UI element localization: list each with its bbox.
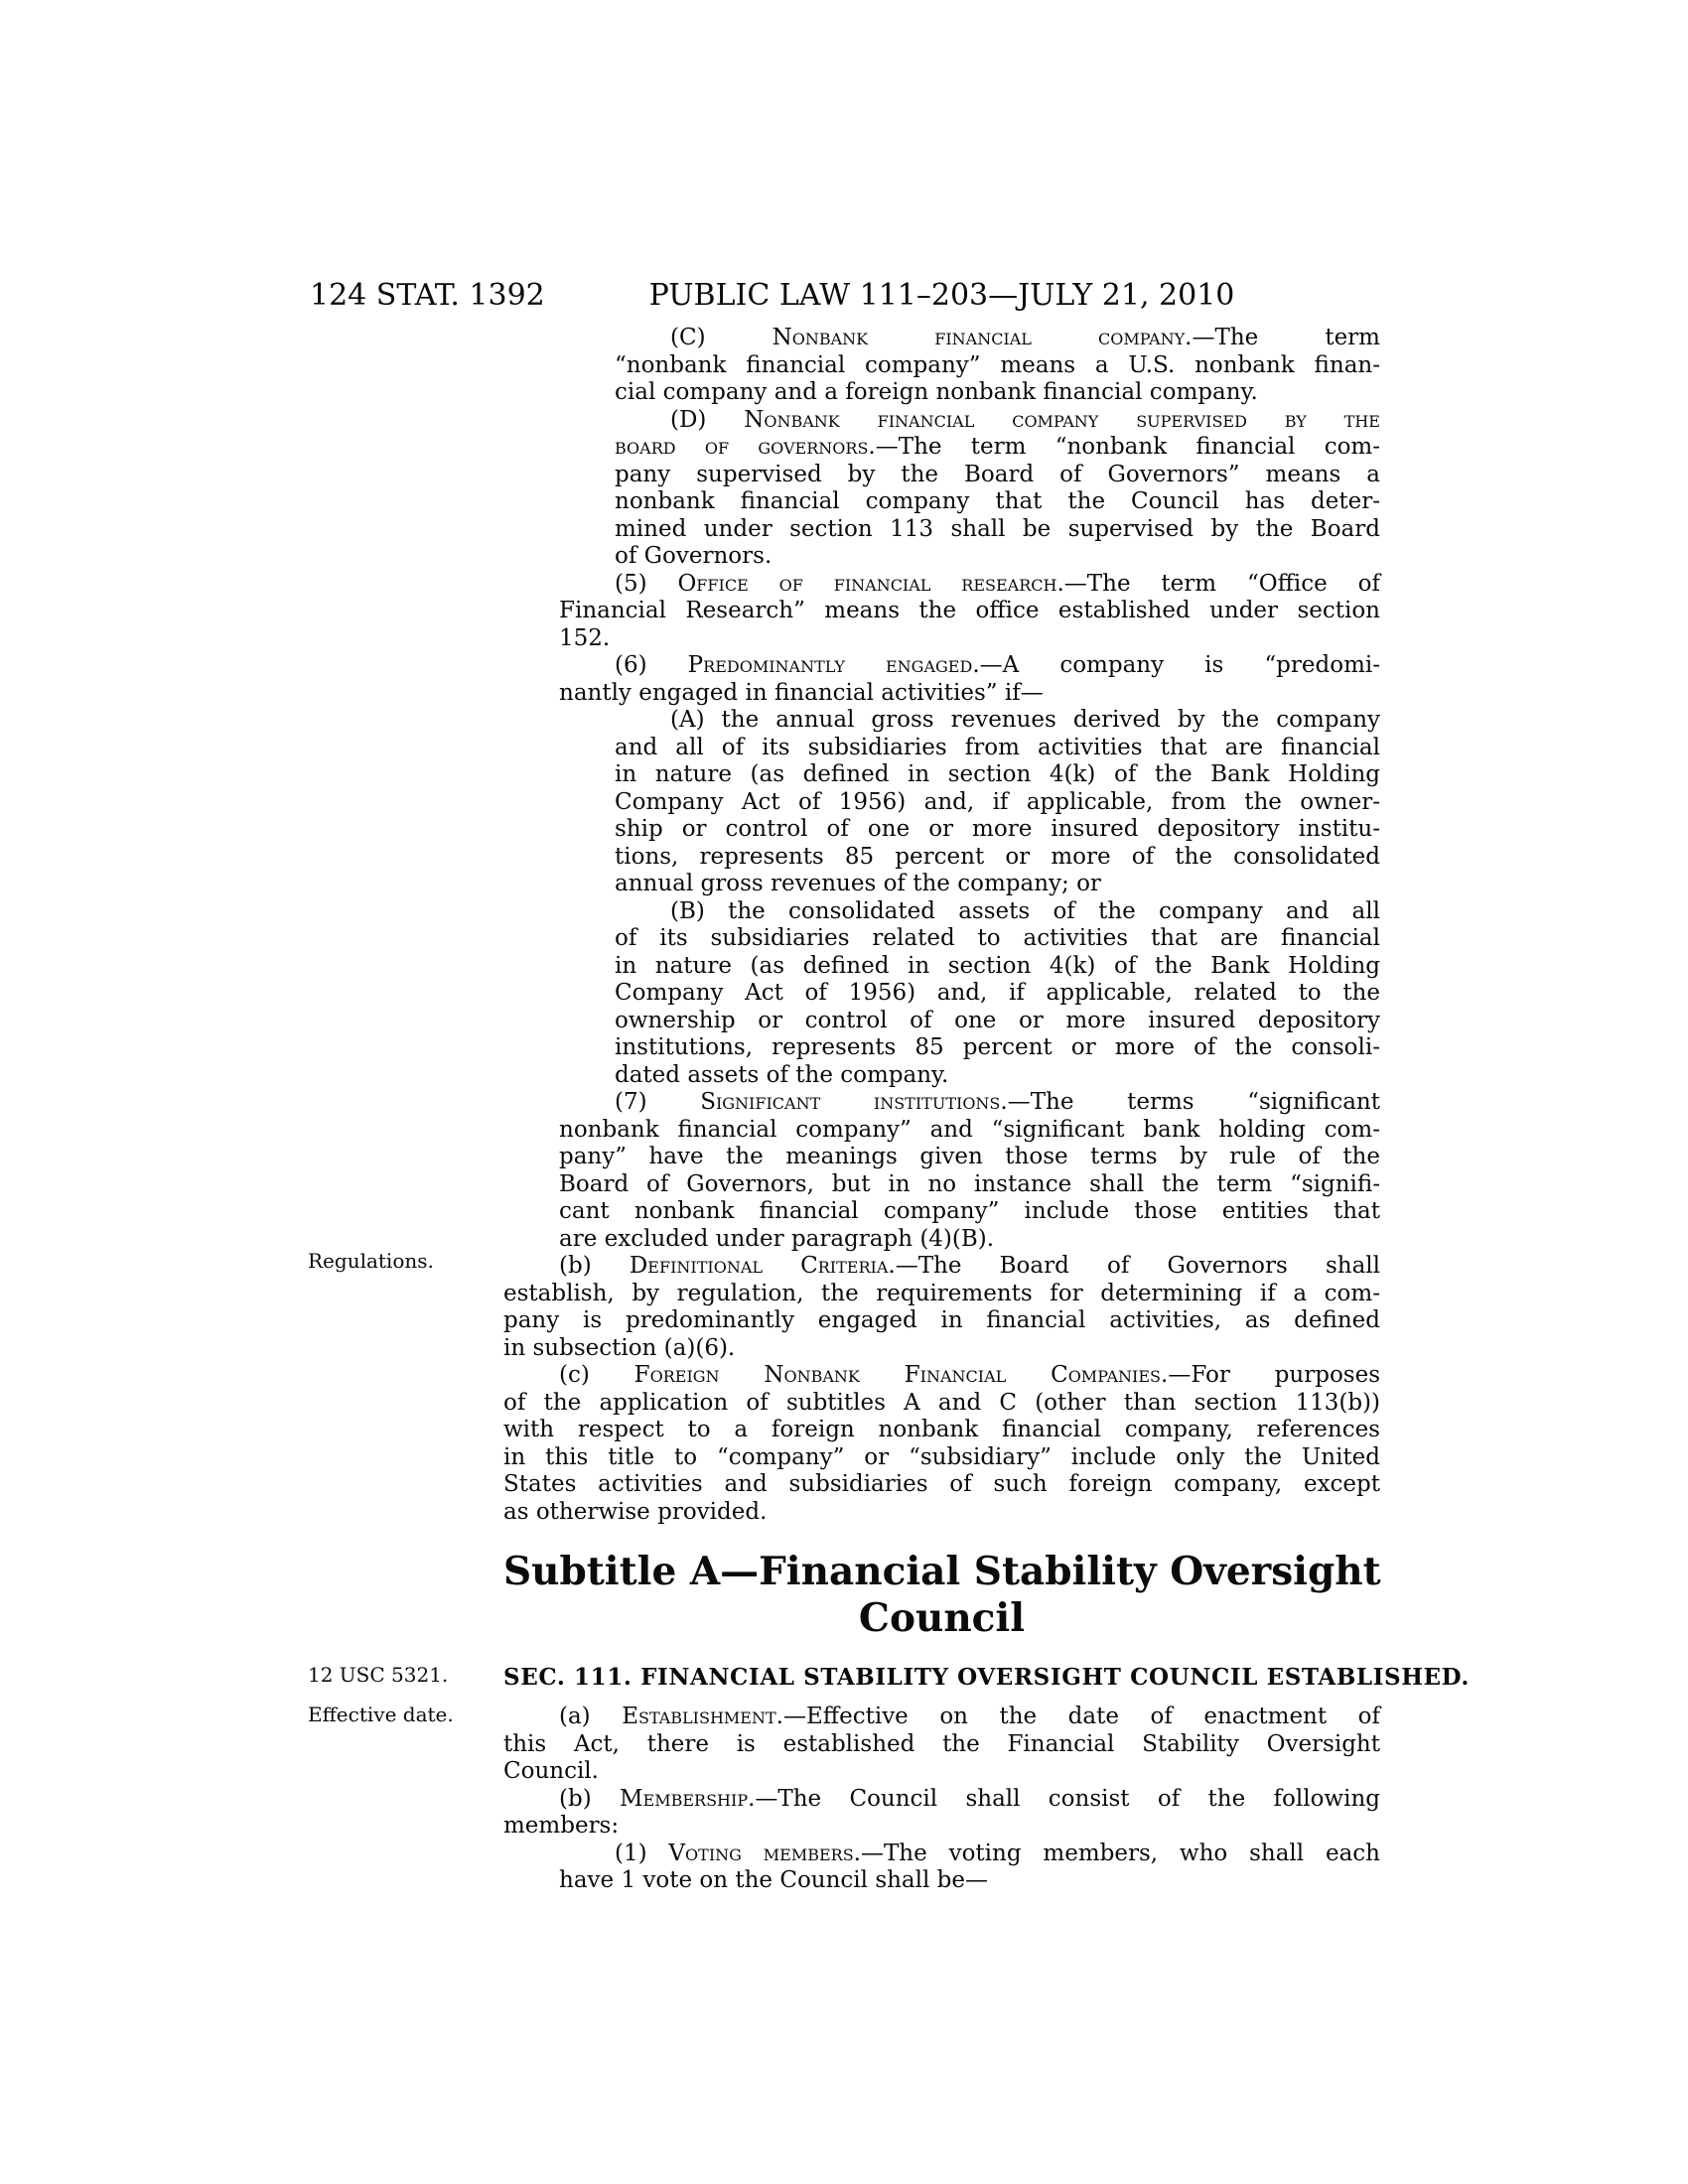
small-caps-run: Nonbank financial company	[772, 325, 1186, 350]
body-line: (5) Office of financial research.—The term “Office of	[615, 570, 1380, 597]
body-line: of the application of subtitles A and C (other than section 113(b))	[503, 1389, 1380, 1416]
body-line: in nature (as defined in section 4(k) of the Bank Holding	[615, 761, 1380, 787]
body-line: Council.	[503, 1758, 599, 1784]
body-line: (B) the consolidated assets of the company and all	[670, 897, 1380, 924]
body-line: (a) Establishment.—Effective on the date of enactment of	[559, 1704, 1380, 1729]
body-line: annual gross revenues of the company; or	[615, 871, 1101, 896]
margin-note-regulations: Regulations.	[308, 1249, 434, 1273]
body-line: establish, by regulation, the requirements for determining if a com-	[503, 1280, 1380, 1306]
margin-note-effective-date: Effective date.	[308, 1703, 454, 1726]
body-line: ship or control of one or more insured depository institu-	[615, 816, 1380, 842]
small-caps-run: board of governors	[615, 434, 869, 460]
body-line: tions, represents 85 percent or more of the consolidated	[615, 843, 1380, 870]
body-line: (b) Membership.—The Council shall consist of the following	[559, 1785, 1380, 1812]
body-line: (7) Significant institutions.—The terms “significant	[615, 1089, 1380, 1115]
body-line: members:	[503, 1813, 620, 1839]
body-line: (6) Predominantly engaged.—A company is “predomi-	[615, 652, 1381, 678]
small-caps-run: Voting members	[668, 1840, 854, 1866]
body-line: nantly engaged in financial activities” if—	[559, 679, 1044, 706]
small-caps-run: Office of financial research	[677, 570, 1057, 597]
body-line: and all of its subsidiaries from activities that are financial	[615, 734, 1380, 760]
body-line: Board of Governors, but in no instance shall the term “signifi-	[559, 1170, 1380, 1197]
small-caps-run: Nonbank financial company supervised by the	[744, 406, 1380, 433]
subtitle-heading-line1: Subtitle A—Financial Stability Oversight	[503, 1549, 1381, 1594]
body-line: (A) the annual gross revenues derived by the company	[670, 707, 1380, 733]
body-line: of Governors.	[615, 543, 773, 569]
small-caps-run: Predominantly engaged	[687, 652, 973, 678]
body-line: board of governors.—The term “nonbank financial com-	[615, 434, 1380, 460]
body-line: Company Act of 1956) and, if applicable, related to the	[615, 980, 1380, 1006]
body-line: in this title to “company” or “subsidiary” include only the United	[503, 1443, 1380, 1470]
body-line: Financial Research” means the office established under section	[559, 598, 1380, 623]
body-line: cial company and a foreign nonbank financial company.	[615, 379, 1258, 405]
body-line: “nonbank financial company” means a U.S. nonbank finan-	[615, 351, 1380, 378]
small-caps-run: Establishment	[622, 1704, 776, 1729]
subtitle-heading-line2: Council	[858, 1595, 1026, 1641]
body-line: of its subsidiaries related to activities that are financial	[615, 925, 1380, 951]
body-line: institutions, represents 85 percent or more of the consoli-	[615, 1034, 1380, 1060]
subtitle-heading	[503, 1549, 1380, 1642]
body-line: cant nonbank financial company” include those entities that	[559, 1198, 1380, 1224]
body-line: 152.	[559, 624, 611, 651]
small-caps-run: Foreign Nonbank Financial Companies	[633, 1362, 1162, 1388]
body-line: pany” have the meanings given those terms by rule of the	[559, 1144, 1380, 1169]
running-head-stat-number: 124 STAT. 1392	[310, 278, 545, 313]
small-caps-run: Significant institutions	[700, 1089, 1001, 1115]
body-line: this Act, there is established the Financial Stability Oversight	[503, 1730, 1380, 1757]
body-line: mined under section 113 shall be supervised by the Board	[615, 515, 1380, 542]
body-line: nonbank financial company that the Council has deter-	[615, 488, 1380, 514]
body-line: (1) Voting members.—The voting members, who shall each	[615, 1840, 1380, 1866]
running-head-law-title: PUBLIC LAW 111–203—JULY 21, 2010	[648, 278, 1235, 313]
section-heading: SEC. 111. FINANCIAL STABILITY OVERSIGHT COUNCIL ESTABLISHED.	[503, 1664, 1471, 1691]
statute-body	[503, 325, 1380, 1526]
small-caps-run: Membership	[619, 1785, 749, 1812]
body-line: in nature (as defined in section 4(k) of the Bank Holding	[615, 952, 1380, 979]
body-line: (b) Definitional Criteria.—The Board of Governors shall	[559, 1253, 1381, 1279]
body-line: with respect to a foreign nonbank financial company, references	[503, 1417, 1380, 1442]
margin-note-usc-citation: 12 USC 5321.	[308, 1663, 449, 1687]
body-line: have 1 vote on the Council shall be—	[559, 1867, 989, 1893]
body-line: (D) Nonbank financial company supervised by the	[670, 406, 1380, 433]
body-line: (C) Nonbank financial company.—The term	[670, 325, 1380, 350]
body-line: as otherwise provided.	[503, 1498, 768, 1525]
section-body	[503, 1704, 1380, 1895]
body-line: (c) Foreign Nonbank Financial Companies.—For purposes	[559, 1362, 1381, 1388]
body-line: in subsection (a)(6).	[503, 1334, 736, 1361]
body-line: States activities and subsidiaries of such foreign company, except	[503, 1471, 1380, 1497]
body-line: pany supervised by the Board of Governors” means a	[615, 461, 1380, 487]
small-caps-run: Definitional Criteria	[629, 1253, 889, 1279]
body-line: ownership or control of one or more insured depository	[615, 1007, 1380, 1033]
body-line: dated assets of the company.	[615, 1061, 949, 1088]
body-line: Company Act of 1956) and, if applicable, from the owner-	[615, 788, 1380, 815]
body-line: pany is predominantly engaged in financial activities, as defined	[503, 1307, 1380, 1333]
body-line: nonbank financial company” and “significant bank holding com-	[559, 1116, 1380, 1143]
body-line: are excluded under paragraph (4)(B).	[559, 1225, 995, 1252]
